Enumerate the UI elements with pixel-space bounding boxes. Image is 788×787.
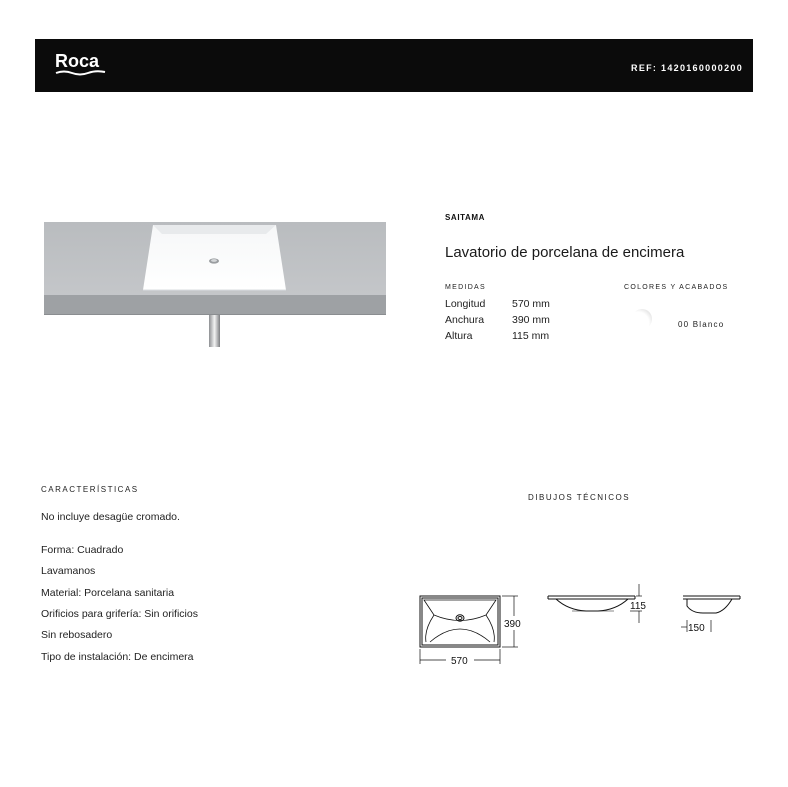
dimension-label: Altura (445, 330, 473, 342)
dimension-row-width (445, 314, 550, 326)
brand-name: Roca (55, 51, 100, 71)
dimension-value: 570 mm (512, 298, 550, 310)
characteristics-title: CARACTERÍSTICAS (41, 485, 139, 494)
product-photo (44, 222, 386, 350)
product-model: SAITAMA (445, 213, 486, 222)
header-bar (35, 39, 753, 92)
dimension-label: Anchura (445, 314, 485, 326)
color-swatch-white[interactable] (632, 309, 652, 329)
characteristic-item: No incluye desagüe cromado. (41, 511, 180, 523)
product-reference: REF: 1420160000200 (631, 63, 743, 73)
roca-logo (55, 51, 107, 79)
side-view-drawing (548, 584, 642, 623)
characteristic-item: Material: Porcelana sanitaria (41, 587, 175, 599)
characteristic-item: Lavamanos (41, 565, 96, 577)
dimension-depth-label: 390 (504, 619, 521, 630)
dimension-row-length (445, 298, 550, 310)
product-description: Lavatorio de porcelana de encimera (445, 244, 685, 261)
characteristic-item: Sin rebosadero (41, 629, 113, 641)
color-name: 00 Blanco (678, 320, 725, 329)
drawings-title: DIBUJOS TÉCNICOS (528, 493, 631, 502)
dimension-offset-label: 150 (688, 623, 705, 634)
characteristic-item: Orificios para grifería: Sin orificios (41, 608, 198, 620)
characteristic-item: Tipo de instalación: De encimera (41, 651, 194, 663)
dimension-value: 390 mm (512, 314, 550, 326)
top-view-drawing (420, 596, 518, 664)
dimensions-title: MEDIDAS (445, 284, 486, 291)
technical-drawings (410, 580, 750, 675)
dimension-label: Longitud (445, 298, 486, 310)
dimension-width-label: 570 (451, 656, 468, 667)
dimension-height-label: 115 (630, 601, 646, 612)
dimension-row-height (445, 330, 549, 342)
characteristic-item: Forma: Cuadrado (41, 544, 124, 556)
colors-title: COLORES Y ACABADOS (624, 284, 729, 291)
dimension-value: 115 mm (512, 330, 550, 342)
